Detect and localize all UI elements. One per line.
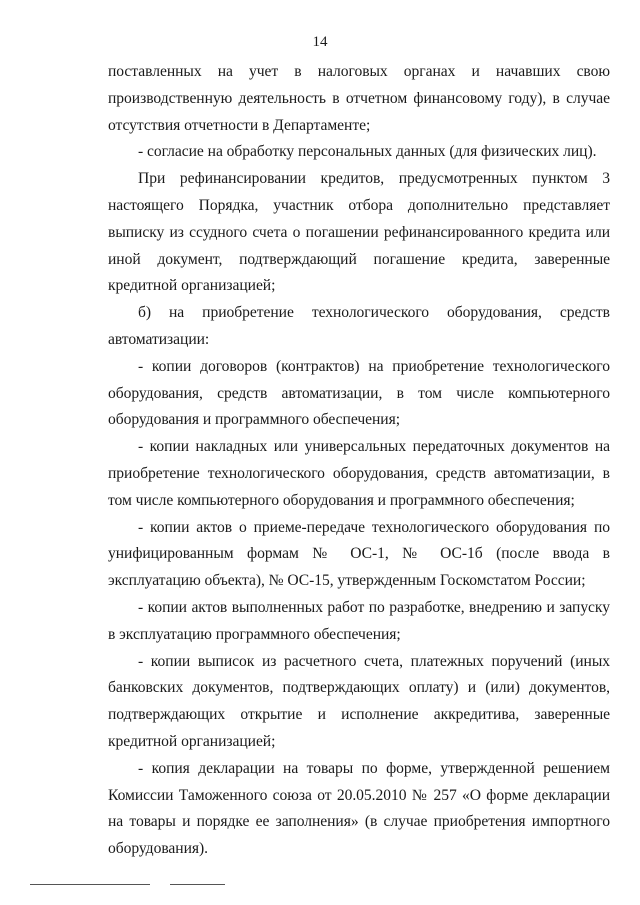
page-number: 14 bbox=[312, 34, 328, 50]
footer-rule bbox=[30, 884, 150, 885]
paragraph-customs-declaration: - копия декларации на товары по форме, утвержденной решением Комиссии Таможенного союза от 20.05.2010 № 257 «О форме декларации на товары и порядке ее заполнения» (в случае приобретения импортного оборудования). bbox=[108, 759, 610, 858]
paragraph-consent-personal-data: - согласие на обработку персональных данных (для физических лиц). bbox=[138, 143, 597, 161]
footer-rule-secondary bbox=[170, 884, 225, 885]
paragraph-continuation: поставленных на учет в налоговых органах и начавших свою производственную деятельность в отчетном финансовому году), в случае отсутствия отчетности в Департаменте; bbox=[108, 63, 610, 134]
paragraph-work-acts: - копии актов выполненных работ по разработке, внедрению и запуску в эксплуатацию программного обеспечения; bbox=[108, 598, 610, 643]
paragraph-refinancing: При рефинансировании кредитов, предусмотренных пунктом 3 настоящего Порядка, участник отбора дополнительно представляет выписку из ссудного счета о погашении рефинансированного кредита или иной документ, подтверждающий погашение кредита, заверенные кредитной организацией; bbox=[108, 170, 610, 295]
paragraph-acceptance-acts: - копии актов о приеме-передаче технологического оборудования по унифицированным формам № ОС-1, № ОС-1б (после ввода в эксплуатацию объекта), № ОС-15, утвержденным Госкомстатом России; bbox=[108, 518, 610, 590]
paragraph-invoices-copies: - копии накладных или универсальных передаточных документов на приобретение технологического оборудования, средств автоматизации, в том числе компьютерного оборудования и программного обеспечения; bbox=[108, 438, 610, 509]
document-body bbox=[108, 59, 610, 863]
paragraph-bank-statements: - копии выписок из расчетного счета, платежных поручений (иных банковских документов, подтверждающих оплату) и (или) документов, подтверждающих открытие и исполнение аккредитива, заверенные кредитной организацией; bbox=[108, 652, 610, 750]
paragraph-section-b-heading: б) на приобретение технологического оборудования, средств автоматизации: bbox=[108, 304, 610, 348]
paragraph-contracts-copies: - копии договоров (контрактов) на приобретение технологического оборудования, средств автоматизации, в том числе компьютерного оборудования и программного обеспечения; bbox=[108, 357, 610, 429]
